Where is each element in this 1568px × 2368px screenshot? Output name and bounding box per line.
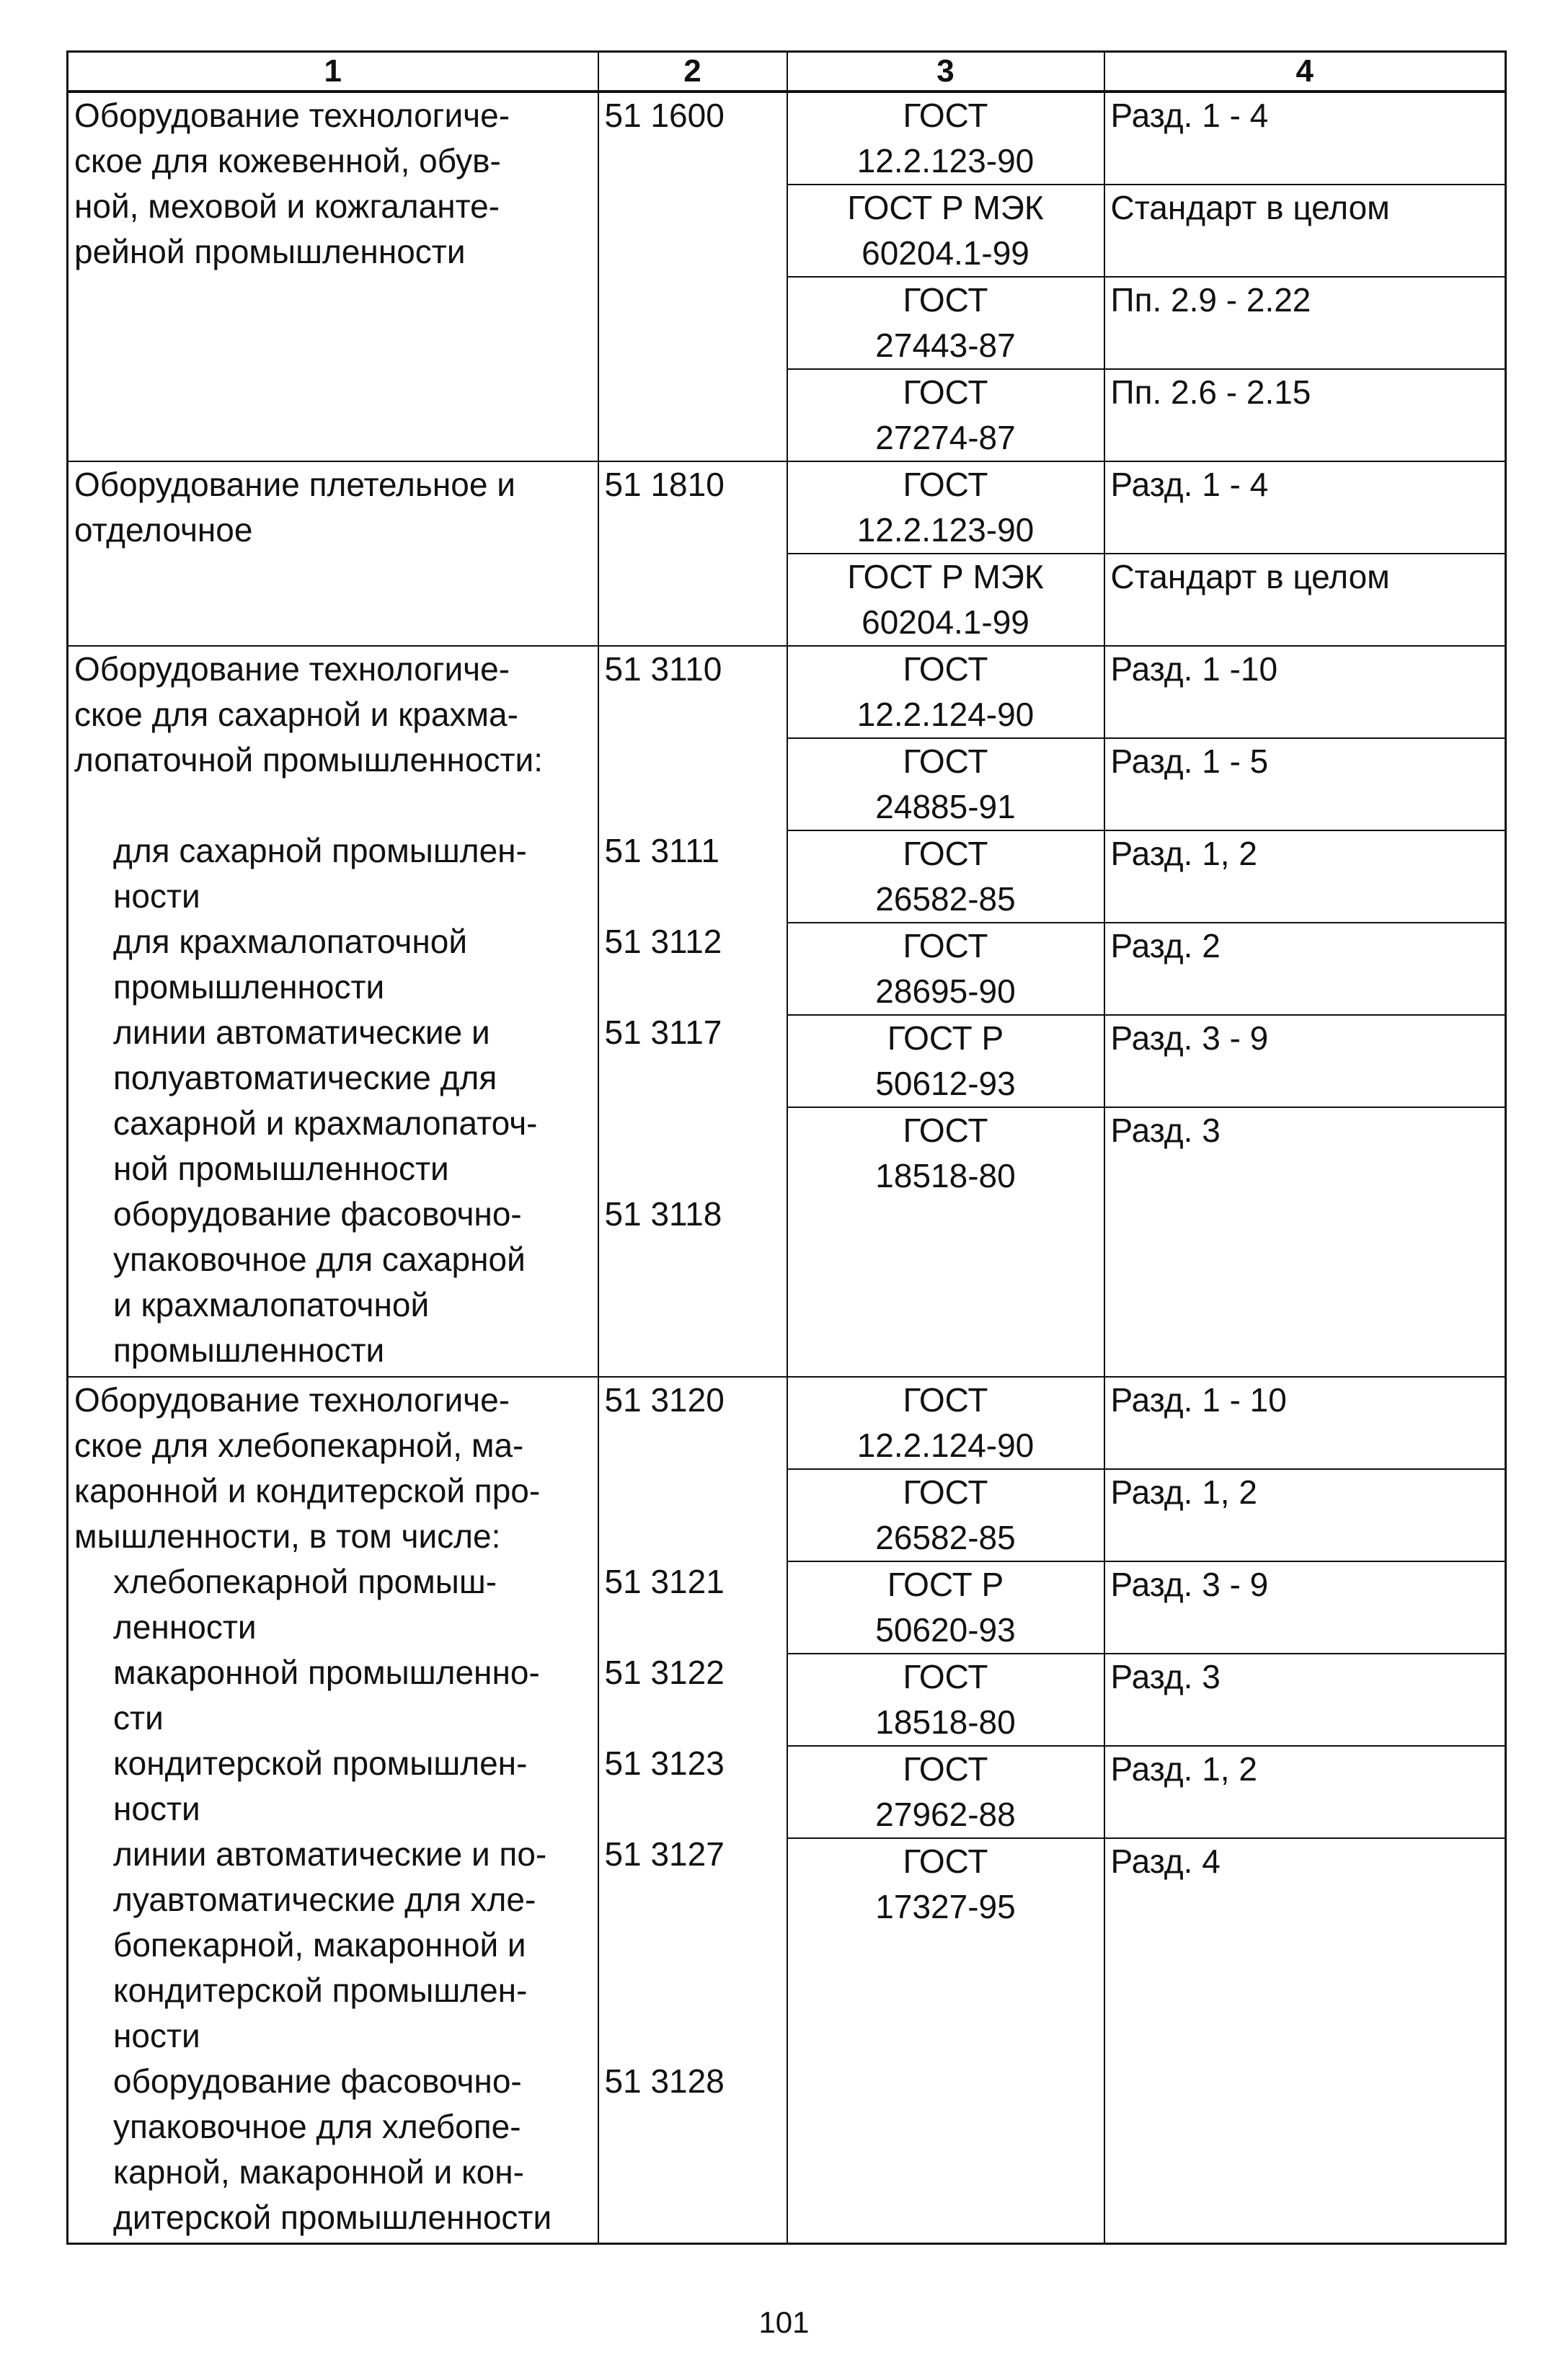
section-cell: Разд. 4 — [1104, 1838, 1506, 2244]
section-cell: Пп. 2.9 - 2.22 — [1104, 277, 1506, 369]
standard-cell: ГОСТ 12.2.123-90 — [787, 461, 1104, 554]
standard-cell: ГОСТ 12.2.124-90 — [787, 1377, 1104, 1469]
section-cell: Стандарт в целом — [1104, 185, 1506, 277]
standard-cell: ГОСТ Р МЭК 60204.1-99 — [787, 554, 1104, 646]
table-row — [68, 1377, 1506, 1469]
standard-cell: ГОСТ 27274-87 — [787, 369, 1104, 461]
column-header: 2 — [598, 52, 787, 92]
standard-cell: ГОСТ Р МЭК 60204.1-99 — [787, 185, 1104, 277]
section-cell: Разд. 1 - 4 — [1104, 461, 1506, 554]
column-header: 4 — [1104, 52, 1506, 92]
table-row — [68, 646, 1506, 738]
section-cell: Разд. 3 — [1104, 1654, 1506, 1746]
equipment-name-cell: Оборудование технологиче- ское для кожевенной, обув- ной, меховой и кожгаланте- рейной промышленности — [68, 92, 598, 461]
okp-code-cell: 51 3120 51 3121 51 3122 51 3123 51 3127 51 3128 — [598, 1377, 787, 2244]
standard-cell: ГОСТ 24885-91 — [787, 738, 1104, 830]
section-cell: Разд. 1 - 5 — [1104, 738, 1506, 830]
standard-cell: ГОСТ Р 50612-93 — [787, 1015, 1104, 1107]
equipment-name-cell: Оборудование плетельное и отделочное — [68, 461, 598, 646]
section-cell: Разд. 3 - 9 — [1104, 1015, 1506, 1107]
standard-cell: ГОСТ Р 50620-93 — [787, 1561, 1104, 1654]
standard-cell: ГОСТ 18518-80 — [787, 1107, 1104, 1377]
standard-cell: ГОСТ 26582-85 — [787, 1469, 1104, 1561]
table-header-row — [68, 52, 1506, 92]
standard-cell: ГОСТ 27443-87 — [787, 277, 1104, 369]
equipment-name-cell: Оборудование технологиче- ское для сахарной и крахма- лопаточной промышленности: для сахарной промышлен- ности для крахмалопаточной промышленности линии автоматические и полуавтоматические для сахарной и крахмалопаточ- ной промышленности оборудование фасовочно- упаковочное для сахарной и крахмалопаточной промышленности — [68, 646, 598, 1377]
standard-cell: ГОСТ 27962-88 — [787, 1746, 1104, 1838]
table-row — [68, 461, 1506, 554]
okp-code-cell: 51 3110 51 3111 51 3112 51 3117 51 3118 — [598, 646, 787, 1377]
standard-cell: ГОСТ 26582-85 — [787, 830, 1104, 923]
section-cell: Разд. 3 - 9 — [1104, 1561, 1506, 1654]
section-cell: Разд. 1, 2 — [1104, 830, 1506, 923]
section-cell: Разд. 1 -10 — [1104, 646, 1506, 738]
section-cell: Разд. 1, 2 — [1104, 1469, 1506, 1561]
section-cell: Стандарт в целом — [1104, 554, 1506, 646]
column-header: 1 — [68, 52, 598, 92]
column-header: 3 — [787, 52, 1104, 92]
standard-cell: ГОСТ 28695-90 — [787, 923, 1104, 1015]
equipment-name-cell: Оборудование технологиче- ское для хлебопекарной, ма- каронной и кондитерской про- мышленности, в том числе: хлебопекарной промыш- ленности макаронной промышленно- сти кондитерской промышлен- ности линии автоматические и по- луавтоматические для хле- бопекарной, макаронной и кондитерской промышлен- ности оборудование фасовочно- упаковочное для хлебопе- карной, макаронной и кон- дитерской промышленности — [68, 1377, 598, 2244]
section-cell: Разд. 1, 2 — [1104, 1746, 1506, 1838]
okp-code-cell: 51 1810 — [598, 461, 787, 646]
section-cell: Пп. 2.6 - 2.15 — [1104, 369, 1506, 461]
section-cell: Разд. 1 - 10 — [1104, 1377, 1506, 1469]
standard-cell: ГОСТ 17327-95 — [787, 1838, 1104, 2244]
section-cell: Разд. 3 — [1104, 1107, 1506, 1377]
standard-cell: ГОСТ 12.2.123-90 — [787, 92, 1104, 185]
section-cell: Разд. 1 - 4 — [1104, 92, 1506, 185]
standard-cell: ГОСТ 12.2.124-90 — [787, 646, 1104, 738]
standards-table — [66, 50, 1507, 2245]
page-number: 101 — [758, 2305, 810, 2339]
table-row — [68, 92, 1506, 185]
standard-cell: ГОСТ 18518-80 — [787, 1654, 1104, 1746]
section-cell: Разд. 2 — [1104, 923, 1506, 1015]
okp-code-cell: 51 1600 — [598, 92, 787, 461]
